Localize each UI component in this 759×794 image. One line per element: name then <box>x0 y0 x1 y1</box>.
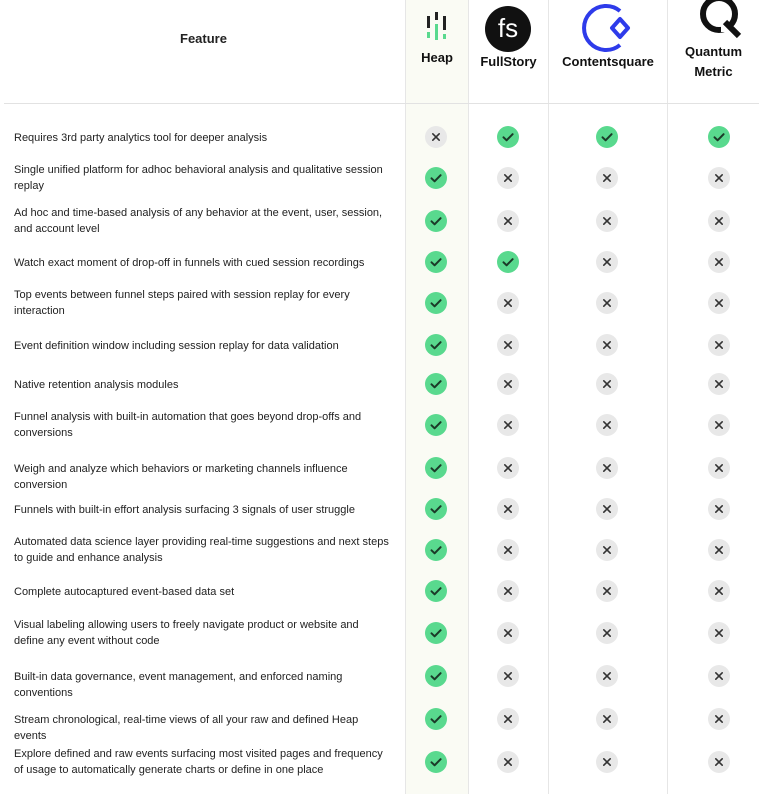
fullstory-logo-text: fs <box>497 13 519 43</box>
fullstory-cross-icon <box>497 373 519 395</box>
feature-label: Explore defined and raw events surfacing most visited pages and frequency of usage to automatically generate charts or define in one place <box>14 748 383 776</box>
heap-check-icon <box>425 665 447 687</box>
contentsquare-cross-icon <box>596 539 618 561</box>
fullstory-cross-icon <box>497 334 519 356</box>
feature-label: Watch exact moment of drop-off in funnels with cued session recordings <box>14 257 365 269</box>
vendor-quantum-metric-header <box>668 0 759 100</box>
fullstory-cross-icon <box>497 210 519 232</box>
heap-check-icon <box>425 751 447 773</box>
quantum-cross-icon <box>708 751 730 773</box>
feature-label: Weigh and analyze which behaviors or marketing channels influence conversion <box>14 463 348 491</box>
quantum-cross-icon <box>708 580 730 602</box>
heap-logo-icon <box>425 12 449 42</box>
feature-label: Visual labeling allowing users to freely navigate product or website and define any event without code <box>14 619 359 647</box>
contentsquare-cross-icon <box>596 167 618 189</box>
fullstory-cross-icon <box>497 665 519 687</box>
quantum-cross-icon <box>708 622 730 644</box>
heap-check-icon <box>425 457 447 479</box>
contentsquare-cross-icon <box>596 414 618 436</box>
divider <box>667 0 668 794</box>
contentsquare-cross-icon <box>596 210 618 232</box>
vendor-name: Heap <box>421 50 453 65</box>
contentsquare-logo-icon <box>582 2 634 54</box>
feature-column-header: Feature <box>180 31 227 46</box>
heap-check-icon <box>425 498 447 520</box>
contentsquare-cross-icon <box>596 373 618 395</box>
quantum-cross-icon <box>708 373 730 395</box>
fullstory-cross-icon <box>497 751 519 773</box>
contentsquare-cross-icon <box>596 622 618 644</box>
heap-check-icon <box>425 334 447 356</box>
quantum-cross-icon <box>708 708 730 730</box>
contentsquare-cross-icon <box>596 457 618 479</box>
fullstory-cross-icon <box>497 457 519 479</box>
fullstory-cross-icon <box>497 414 519 436</box>
fullstory-logo-icon <box>485 6 531 52</box>
quantum-cross-icon <box>708 167 730 189</box>
feature-label: Requires 3rd party analytics tool for deeper analysis <box>14 132 268 144</box>
quantum-cross-icon <box>708 665 730 687</box>
fullstory-check-icon <box>497 251 519 273</box>
divider <box>548 0 549 794</box>
quantum-cross-icon <box>708 292 730 314</box>
quantum-metric-logo-icon <box>695 0 745 40</box>
fullstory-cross-icon <box>497 622 519 644</box>
contentsquare-cross-icon <box>596 580 618 602</box>
header-divider <box>4 103 759 104</box>
heap-check-icon <box>425 708 447 730</box>
contentsquare-cross-icon <box>596 751 618 773</box>
heap-check-icon <box>425 251 447 273</box>
fullstory-check-icon <box>497 126 519 148</box>
feature-label: Automated data science layer providing real-time suggestions and next steps to guide and enhance analysis <box>14 536 389 564</box>
quantum-cross-icon <box>708 457 730 479</box>
contentsquare-cross-icon <box>596 292 618 314</box>
heap-check-icon <box>425 539 447 561</box>
heap-check-icon <box>425 292 447 314</box>
fullstory-cross-icon <box>497 292 519 314</box>
feature-label: Complete autocaptured event-based data set <box>14 586 235 598</box>
quantum-cross-icon <box>708 334 730 356</box>
fullstory-cross-icon <box>497 580 519 602</box>
contentsquare-cross-icon <box>596 251 618 273</box>
quantum-check-icon <box>708 126 730 148</box>
contentsquare-cross-icon <box>596 708 618 730</box>
contentsquare-cross-icon <box>596 665 618 687</box>
contentsquare-cross-icon <box>596 498 618 520</box>
divider <box>468 0 469 794</box>
fullstory-cross-icon <box>497 498 519 520</box>
contentsquare-cross-icon <box>596 334 618 356</box>
fullstory-cross-icon <box>497 167 519 189</box>
heap-check-icon <box>425 622 447 644</box>
heap-check-icon <box>425 210 447 232</box>
quantum-cross-icon <box>708 414 730 436</box>
divider <box>405 0 406 794</box>
vendor-name: Contentsquare <box>562 54 654 69</box>
feature-label: Built-in data governance, event management, and enforced naming conventions <box>14 671 343 699</box>
feature-label: Funnels with built-in effort analysis surfacing 3 signals of user struggle <box>14 504 355 516</box>
feature-label: Native retention analysis modules <box>14 379 179 391</box>
feature-label: Ad hoc and time-based analysis of any behavior at the event, user, session, and account level <box>14 207 383 235</box>
feature-label: Event definition window including session replay for data validation <box>14 340 339 352</box>
vendor-heap-header <box>406 0 468 100</box>
quantum-cross-icon <box>708 498 730 520</box>
vendor-fullstory-header <box>469 0 548 100</box>
fullstory-cross-icon <box>497 539 519 561</box>
heap-check-icon <box>425 167 447 189</box>
feature-label: Top events between funnel steps paired with session replay for every interaction <box>14 289 350 317</box>
fullstory-cross-icon <box>497 708 519 730</box>
vendor-name: Metric <box>694 64 733 79</box>
feature-label: Stream chronological, real-time views of all your raw and defined Heap events <box>14 714 359 742</box>
vendor-name: FullStory <box>480 54 537 69</box>
vendor-contentsquare-header <box>549 0 667 100</box>
feature-label: Single unified platform for adhoc behavioral analysis and qualitative session replay <box>14 164 383 192</box>
quantum-cross-icon <box>708 210 730 232</box>
feature-label: Funnel analysis with built-in automation that goes beyond drop-offs and conversions <box>14 411 362 439</box>
vendor-name: Quantum <box>684 44 743 59</box>
quantum-cross-icon <box>708 539 730 561</box>
heap-check-icon <box>425 580 447 602</box>
heap-check-icon <box>425 414 447 436</box>
quantum-cross-icon <box>708 251 730 273</box>
heap-check-icon <box>425 373 447 395</box>
heap-cross-icon <box>425 126 447 148</box>
contentsquare-check-icon <box>596 126 618 148</box>
